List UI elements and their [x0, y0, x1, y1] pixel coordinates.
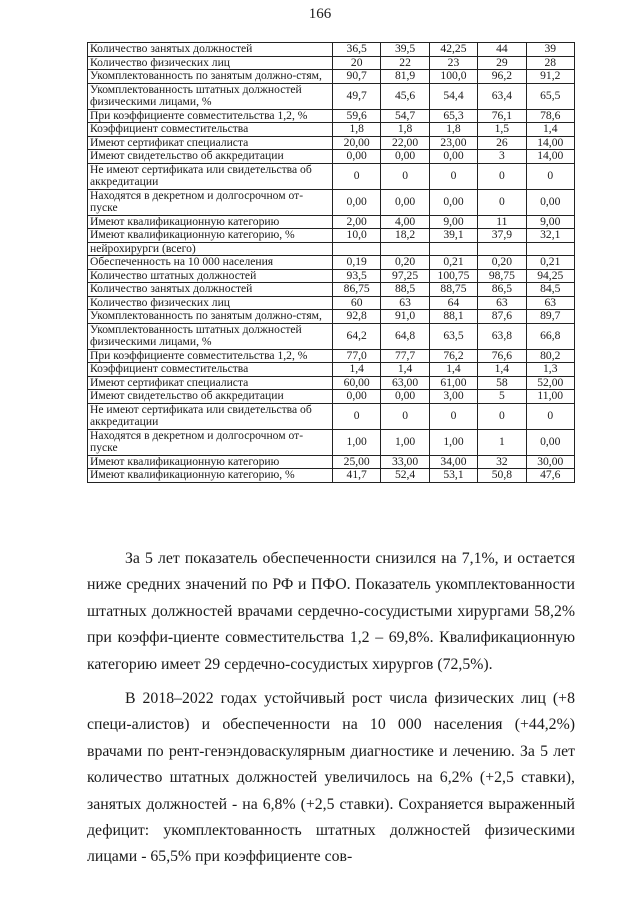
row-value: 5 — [478, 390, 526, 404]
row-label: Количество занятых должностей — [88, 43, 333, 57]
table-row — [88, 43, 575, 57]
row-value: 77,7 — [381, 349, 429, 363]
row-label: Имеют квалификационную категорию — [88, 215, 333, 229]
table-row — [88, 242, 575, 256]
row-value: 39,5 — [381, 43, 429, 57]
row-value: 63 — [526, 296, 574, 310]
row-label: Укомплектованность по занятым должно-стям, — [88, 310, 333, 324]
row-value: 1,4 — [478, 363, 526, 377]
row-value: 44 — [478, 43, 526, 57]
row-value: 1,8 — [333, 123, 381, 137]
body-text — [87, 546, 575, 871]
page-number: 166 — [308, 6, 332, 22]
row-value — [526, 242, 574, 256]
row-value: 76,2 — [429, 349, 477, 363]
row-value: 86,75 — [333, 283, 381, 297]
row-value: 63,00 — [381, 376, 429, 390]
row-value: 1,4 — [429, 363, 477, 377]
row-value: 1,5 — [478, 123, 526, 137]
row-value: 89,7 — [526, 310, 574, 324]
row-value: 0,00 — [381, 390, 429, 404]
row-value: 63,8 — [478, 323, 526, 349]
table-row — [88, 189, 575, 215]
table-row — [88, 150, 575, 164]
row-value: 34,00 — [429, 455, 477, 469]
row-value: 64,2 — [333, 323, 381, 349]
row-value: 94,25 — [526, 269, 574, 283]
table-row — [88, 163, 575, 189]
row-value: 0,00 — [429, 150, 477, 164]
paragraph-endovascular-specialists: В 2018–2022 годах устойчивый рост числа физических лиц (+8 специ-алистов) и обеспеченности на 10 000 населения (+44,2%) врачами по рент-генэндоваскулярным диагностике и лечению. За 5 лет количество штатных должностей увеличилось на 6,2% (+2,5 ставки), занятых должностей - на 6,8% (+2,5 ставки). Сохраняется выраженный дефицит: укомплектованность штатных должностей физическими лицами - 65,5% при коэффициенте сов- — [87, 690, 575, 866]
row-value: 88,5 — [381, 283, 429, 297]
row-value: 0 — [429, 403, 477, 429]
row-value: 14,00 — [526, 150, 574, 164]
row-value: 54,4 — [429, 83, 477, 109]
staffing-statistics-table — [87, 42, 575, 483]
table-row — [88, 363, 575, 377]
row-value: 49,7 — [333, 83, 381, 109]
table-row — [88, 215, 575, 229]
row-label: Имеют сертификат специалиста — [88, 376, 333, 390]
row-value: 0,21 — [526, 256, 574, 270]
row-value: 2,00 — [333, 215, 381, 229]
row-value: 32,1 — [526, 229, 574, 243]
row-value: 100,0 — [429, 70, 477, 84]
table-row — [88, 349, 575, 363]
table-row — [88, 229, 575, 243]
table-row — [88, 469, 575, 483]
row-label: нейрохирурги (всего) — [88, 242, 333, 256]
table-row — [88, 56, 575, 70]
row-value: 39 — [526, 43, 574, 57]
row-value: 0,19 — [333, 256, 381, 270]
row-value: 0 — [381, 403, 429, 429]
row-label: Не имеют сертификата или свидетельства об аккредитации — [88, 403, 333, 429]
row-value: 76,6 — [478, 349, 526, 363]
row-value: 0,00 — [526, 189, 574, 215]
row-value: 0,00 — [333, 150, 381, 164]
row-value: 22 — [381, 56, 429, 70]
row-label: Имеют квалификационную категорию, % — [88, 469, 333, 483]
row-value: 65,3 — [429, 109, 477, 123]
row-value: 1 — [478, 429, 526, 455]
row-value: 88,1 — [429, 310, 477, 324]
row-value: 63,5 — [429, 323, 477, 349]
row-value: 33,00 — [381, 455, 429, 469]
row-value: 37,9 — [478, 229, 526, 243]
row-value: 0 — [478, 403, 526, 429]
row-label: Количество занятых должностей — [88, 283, 333, 297]
row-value: 80,2 — [526, 349, 574, 363]
row-value: 91,2 — [526, 70, 574, 84]
row-value: 59,6 — [333, 109, 381, 123]
row-value: 26 — [478, 136, 526, 150]
row-value: 9,00 — [526, 215, 574, 229]
row-value: 64,8 — [381, 323, 429, 349]
table-row — [88, 83, 575, 109]
row-value: 98,75 — [478, 269, 526, 283]
row-value: 1,4 — [333, 363, 381, 377]
row-label: Имеют квалификационную категорию, % — [88, 229, 333, 243]
row-label: При коэффициенте совместительства 1,2, % — [88, 349, 333, 363]
table-row — [88, 123, 575, 137]
row-value: 0 — [381, 163, 429, 189]
row-label: Укомплектованность штатных должностей физическими лицами, % — [88, 323, 333, 349]
row-label: Укомплектованность по занятым должно-стям, — [88, 70, 333, 84]
row-label: Обеспеченность на 10 000 населения — [88, 256, 333, 270]
row-value: 58 — [478, 376, 526, 390]
row-value: 100,75 — [429, 269, 477, 283]
row-value: 87,6 — [478, 310, 526, 324]
table-row — [88, 403, 575, 429]
row-label: При коэффициенте совместительства 1,2, % — [88, 109, 333, 123]
row-value: 18,2 — [381, 229, 429, 243]
row-value: 20 — [333, 56, 381, 70]
row-value: 54,7 — [381, 109, 429, 123]
table-row — [88, 269, 575, 283]
row-value: 3,00 — [429, 390, 477, 404]
row-value: 11,00 — [526, 390, 574, 404]
row-value: 92,8 — [333, 310, 381, 324]
table-row — [88, 376, 575, 390]
row-value: 0 — [333, 163, 381, 189]
row-value — [333, 242, 381, 256]
row-value: 47,6 — [526, 469, 574, 483]
row-label: Количество физических лиц — [88, 296, 333, 310]
row-label: Количество штатных должностей — [88, 269, 333, 283]
row-label: Коэффициент совместительства — [88, 123, 333, 137]
row-value: 78,6 — [526, 109, 574, 123]
row-value: 53,1 — [429, 469, 477, 483]
row-value: 0,00 — [429, 189, 477, 215]
table-row — [88, 455, 575, 469]
row-value: 97,25 — [381, 269, 429, 283]
table-row — [88, 429, 575, 455]
row-value: 0 — [526, 403, 574, 429]
table-row — [88, 390, 575, 404]
row-value: 0 — [478, 163, 526, 189]
row-value: 11 — [478, 215, 526, 229]
row-value: 76,1 — [478, 109, 526, 123]
row-value: 96,2 — [478, 70, 526, 84]
row-value: 63,4 — [478, 83, 526, 109]
row-value: 63 — [381, 296, 429, 310]
row-value — [381, 242, 429, 256]
table-row — [88, 310, 575, 324]
row-value: 45,6 — [381, 83, 429, 109]
row-value: 39,1 — [429, 229, 477, 243]
row-label: Количество физических лиц — [88, 56, 333, 70]
row-value: 42,25 — [429, 43, 477, 57]
paragraph-cardiovascular-surgeons: За 5 лет показатель обеспеченности снизился на 7,1%, и остается ниже средних значений по РФ и ПФО. Показатель укомплектованности штатных должностей врачами сердечно-сосудистыми хирургами 58,2% при коэффи-циенте совместительства 1,2 – 69,8%. Квалификационную категорию имеет 29 сердечно-сосудистых хирургов (72,5%). — [87, 550, 575, 673]
table-row — [88, 109, 575, 123]
row-value: 0,21 — [429, 256, 477, 270]
row-value: 50,8 — [478, 469, 526, 483]
row-value: 81,9 — [381, 70, 429, 84]
row-value: 0 — [478, 189, 526, 215]
row-value: 63 — [478, 296, 526, 310]
row-value: 22,00 — [381, 136, 429, 150]
table-row — [88, 296, 575, 310]
row-label: Коэффициент совместительства — [88, 363, 333, 377]
row-value: 29 — [478, 56, 526, 70]
row-value: 1,00 — [429, 429, 477, 455]
row-value: 88,75 — [429, 283, 477, 297]
row-label: Находятся в декретном и долгосрочном от-пуске — [88, 189, 333, 215]
row-value: 4,00 — [381, 215, 429, 229]
row-value: 14,00 — [526, 136, 574, 150]
row-value: 0,00 — [381, 150, 429, 164]
row-value: 65,5 — [526, 83, 574, 109]
row-value: 30,00 — [526, 455, 574, 469]
row-value: 0,00 — [381, 189, 429, 215]
table-row — [88, 323, 575, 349]
row-value: 23,00 — [429, 136, 477, 150]
row-value — [478, 242, 526, 256]
row-value: 1,00 — [381, 429, 429, 455]
row-value: 93,5 — [333, 269, 381, 283]
table-row — [88, 283, 575, 297]
table-row — [88, 256, 575, 270]
row-value: 0,00 — [333, 390, 381, 404]
row-value: 28 — [526, 56, 574, 70]
row-value: 86,5 — [478, 283, 526, 297]
row-value: 36,5 — [333, 43, 381, 57]
row-label: Укомплектованность штатных должностей физическими лицами, % — [88, 83, 333, 109]
row-value: 1,3 — [526, 363, 574, 377]
row-label: Не имеют сертификата или свидетельства об аккредитации — [88, 163, 333, 189]
row-value: 90,7 — [333, 70, 381, 84]
row-label: Имеют свидетельство об аккредитации — [88, 150, 333, 164]
row-value: 0 — [429, 163, 477, 189]
row-value: 32 — [478, 455, 526, 469]
row-value: 1,8 — [381, 123, 429, 137]
row-value: 9,00 — [429, 215, 477, 229]
table-row — [88, 70, 575, 84]
row-label: Имеют квалификационную категорию — [88, 455, 333, 469]
row-value: 84,5 — [526, 283, 574, 297]
row-value: 10,0 — [333, 229, 381, 243]
row-value: 1,4 — [381, 363, 429, 377]
row-value: 60 — [333, 296, 381, 310]
row-value: 25,00 — [333, 455, 381, 469]
row-value: 66,8 — [526, 323, 574, 349]
row-value: 1,00 — [333, 429, 381, 455]
row-value: 20,00 — [333, 136, 381, 150]
row-value: 64 — [429, 296, 477, 310]
row-value: 61,00 — [429, 376, 477, 390]
row-value: 0 — [526, 163, 574, 189]
row-value: 3 — [478, 150, 526, 164]
row-value: 23 — [429, 56, 477, 70]
row-value: 1,4 — [526, 123, 574, 137]
row-value: 91,0 — [381, 310, 429, 324]
row-value: 52,4 — [381, 469, 429, 483]
row-value: 0,00 — [333, 189, 381, 215]
row-value: 0,20 — [478, 256, 526, 270]
row-value — [429, 242, 477, 256]
row-value: 41,7 — [333, 469, 381, 483]
row-value: 0,20 — [381, 256, 429, 270]
row-value: 0,00 — [526, 429, 574, 455]
row-value: 1,8 — [429, 123, 477, 137]
row-value: 52,00 — [526, 376, 574, 390]
table-row — [88, 136, 575, 150]
row-value: 77,0 — [333, 349, 381, 363]
row-label: Имеют свидетельство об аккредитации — [88, 390, 333, 404]
row-value: 60,00 — [333, 376, 381, 390]
row-label: Находятся в декретном и долгосрочном от-пуске — [88, 429, 333, 455]
row-value: 0 — [333, 403, 381, 429]
row-label: Имеют сертификат специалиста — [88, 136, 333, 150]
